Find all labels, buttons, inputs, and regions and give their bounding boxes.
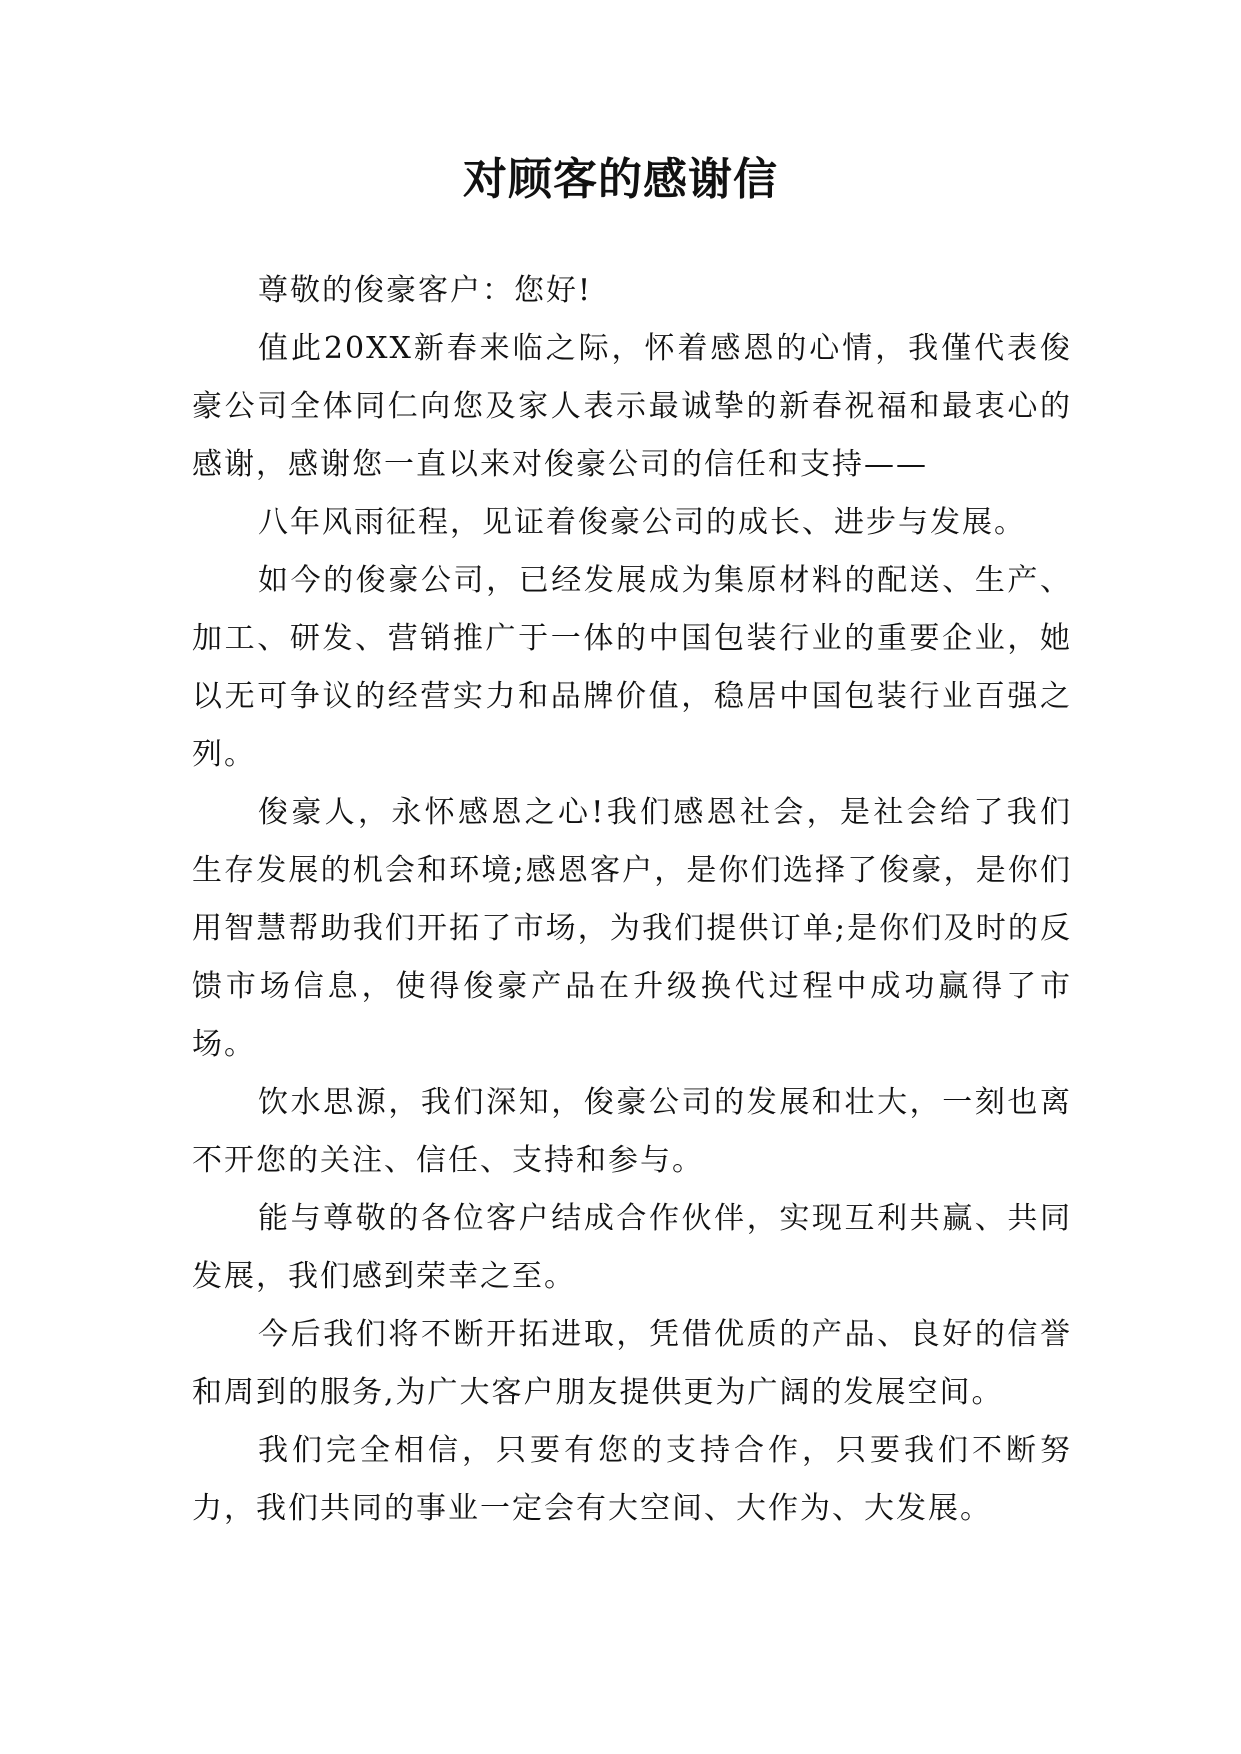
paragraph-company-profile: 如今的俊豪公司，已经发展成为集原材料的配送、生产、加工、研发、营销推广于一体的中国包装行业的重要企业，她以无可争议的经营实力和品牌价值，稳居中国包装行业百强之列。 — [192, 563, 1072, 772]
document-title: 对顾客的感谢信 — [463, 154, 778, 205]
paragraph-eight-years: 八年风雨征程，见证着俊豪公司的成长、进步与发展。 — [258, 505, 1026, 540]
paragraph-gratitude: 俊豪人，永怀感恩之心!我们感恩社会，是社会给了我们生存发展的机会和环境;感恩客户，是你们选择了俊豪，是你们用智慧帮助我们开拓了市场，为我们提供订单;是你们及时的反馈市场信息，使得俊豪产品在升级换代过程中成功赢得了市场。 — [192, 795, 1072, 1062]
paragraph-source: 饮水思源，我们深知，俊豪公司的发展和壮大，一刻也离不开您的关注、信任、支持和参与。 — [192, 1085, 1072, 1178]
paragraph-partnership: 能与尊敬的各位客户结成合作伙伴，实现互利共赢、共同发展，我们感到荣幸之至。 — [192, 1201, 1072, 1294]
letter-body — [192, 262, 1072, 1538]
paragraph-new-year-thanks: 值此20XX新春来临之际，怀着感恩的心情，我僅代表俊豪公司全体同仁向您及家人表示最诚挚的新春祝福和最衷心的感谢，感谢您一直以来对俊豪公司的信任和支持—— — [192, 331, 1072, 482]
paragraph-future: 今后我们将不断开拓进取，凭借优质的产品、良好的信誉和周到的服务,为广大客户朋友提供更为广阔的发展空间。 — [192, 1317, 1072, 1410]
paragraph-greeting: 尊敬的俊豪客户：您好! — [258, 273, 593, 308]
paragraph-confidence: 我们完全相信，只要有您的支持合作，只要我们不断努力，我们共同的事业一定会有大空间、大作为、大发展。 — [192, 1433, 1072, 1526]
